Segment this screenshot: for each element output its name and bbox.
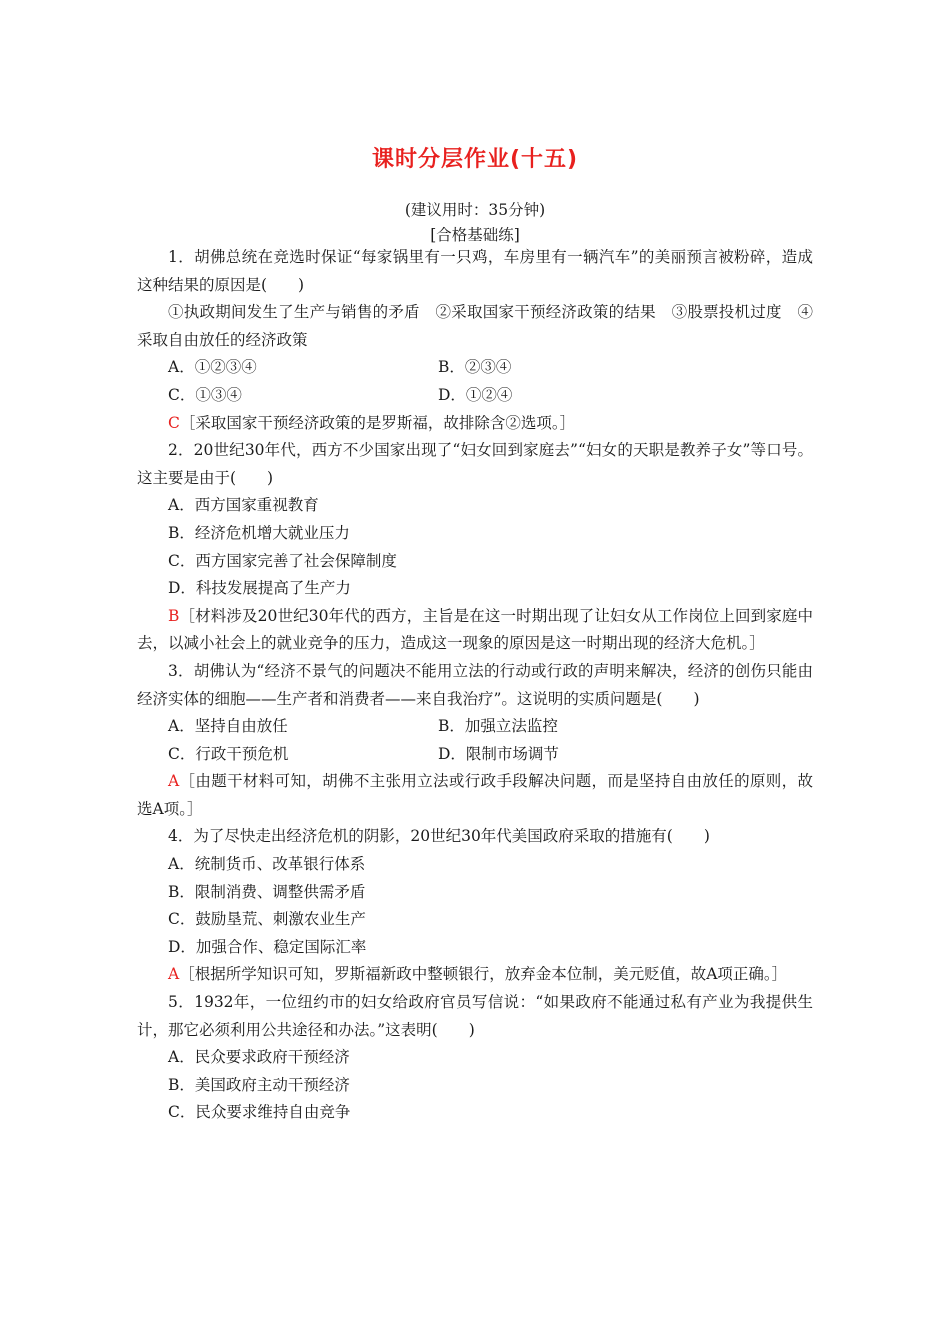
answer-letter: A	[168, 772, 180, 791]
page-title: 课时分层作业(十五)	[371, 147, 579, 172]
option-b: B．美国政府主动干预经济	[168, 1075, 350, 1094]
answer-explanation: ［由题干材料可知，胡佛不主张用立法或行政手段解决问题，而是坚持自由放任的原则，故选A项。］	[137, 772, 813, 818]
question-4-answer	[137, 961, 813, 989]
question-5-stem: 5．1932年，一位纽约市的妇女给政府官员写信说：“如果政府不能通过私有产业为我提供生计，那它必须利用公共途径和办法。”这表明( )	[137, 993, 813, 1039]
question-3-options-row-2	[137, 741, 813, 769]
answer-explanation: ［根据所学知识可知，罗斯福新政中整顿银行，放弃金本位制，美元贬值，故A项正确。］	[179, 965, 788, 984]
question-3-answer	[137, 768, 813, 823]
option-d: D．①②④	[438, 385, 513, 404]
section-heading: [合格基础练]	[430, 226, 520, 244]
option-a: A．民众要求政府干预经济	[168, 1048, 350, 1067]
option-c: C．民众要求维持自由竞争	[168, 1103, 351, 1122]
answer-explanation: ［材料涉及20世纪30年代的西方，主旨是在这一时期出现了让妇女从工作岗位上回到家庭中去，以减小社会上的就业竞争的压力，造成这一现象的原因是这一时期出现的经济大危机。］	[137, 606, 813, 653]
option-b: B．加强立法监控	[438, 717, 558, 736]
option-c: C．①③④	[168, 385, 242, 404]
answer-letter: B	[168, 606, 180, 625]
question-2-stem: 2．20世纪30年代，西方不少国家出现了“妇女回到家庭去”“妇女的天职是教养子女”等口号。这主要是由于( )	[137, 441, 813, 487]
option-a: A．统制货币、改革银行体系	[168, 855, 366, 874]
option-a: A．坚持自由放任	[168, 717, 288, 736]
option-b: B．限制消费、调整供需矛盾	[168, 882, 366, 901]
option-c: C．鼓励垦荒、刺激农业生产	[168, 910, 366, 929]
option-a: A．西方国家重视教育	[168, 496, 319, 515]
question-3-stem: 3．胡佛认为“经济不景气的问题决不能用立法的行动或行政的声明来解决，经济的创伤只能由经济实体的细胞——生产者和消费者——来自我治疗”。这说明的实质问题是( )	[137, 661, 813, 708]
question-1-stem: 1．胡佛总统在竞选时保证“每家锅里有一只鸡，车房里有一辆汽车”的美丽预言被粉碎，造成这种结果的原因是( )	[137, 248, 813, 294]
suggested-time: (建议用时：35分钟)	[404, 201, 546, 219]
question-1-options-row-2	[137, 382, 813, 410]
question-1-options-row-1	[137, 354, 813, 382]
answer-letter: A	[168, 965, 180, 984]
question-1-statements: ①执政期间发生了生产与销售的矛盾 ②采取国家干预经济政策的结果 ③股票投机过度 ④采取自由放任的经济政策	[137, 303, 813, 349]
option-a: A．①②③④	[168, 358, 257, 377]
answer-letter: C	[168, 413, 180, 432]
question-4-stem: 4．为了尽快走出经济危机的阴影，20世纪30年代美国政府采取的措施有( )	[168, 827, 710, 846]
option-b: B．经济危机增大就业压力	[168, 523, 350, 542]
question-2-answer	[137, 603, 813, 658]
question-3-options-row-1	[137, 713, 813, 741]
option-d: D．限制市场调节	[438, 744, 559, 763]
option-d: D．加强合作、稳定国际汇率	[168, 937, 367, 956]
question-list	[137, 244, 813, 1127]
option-c: C．行政干预危机	[168, 744, 289, 763]
option-c: C．西方国家完善了社会保障制度	[168, 551, 397, 570]
option-d: D．科技发展提高了生产力	[168, 579, 351, 598]
option-b: B．②③④	[438, 358, 512, 377]
answer-explanation: ［采取国家干预经济政策的是罗斯福，故排除含②选项。］	[179, 413, 576, 432]
question-1-answer	[137, 410, 813, 438]
